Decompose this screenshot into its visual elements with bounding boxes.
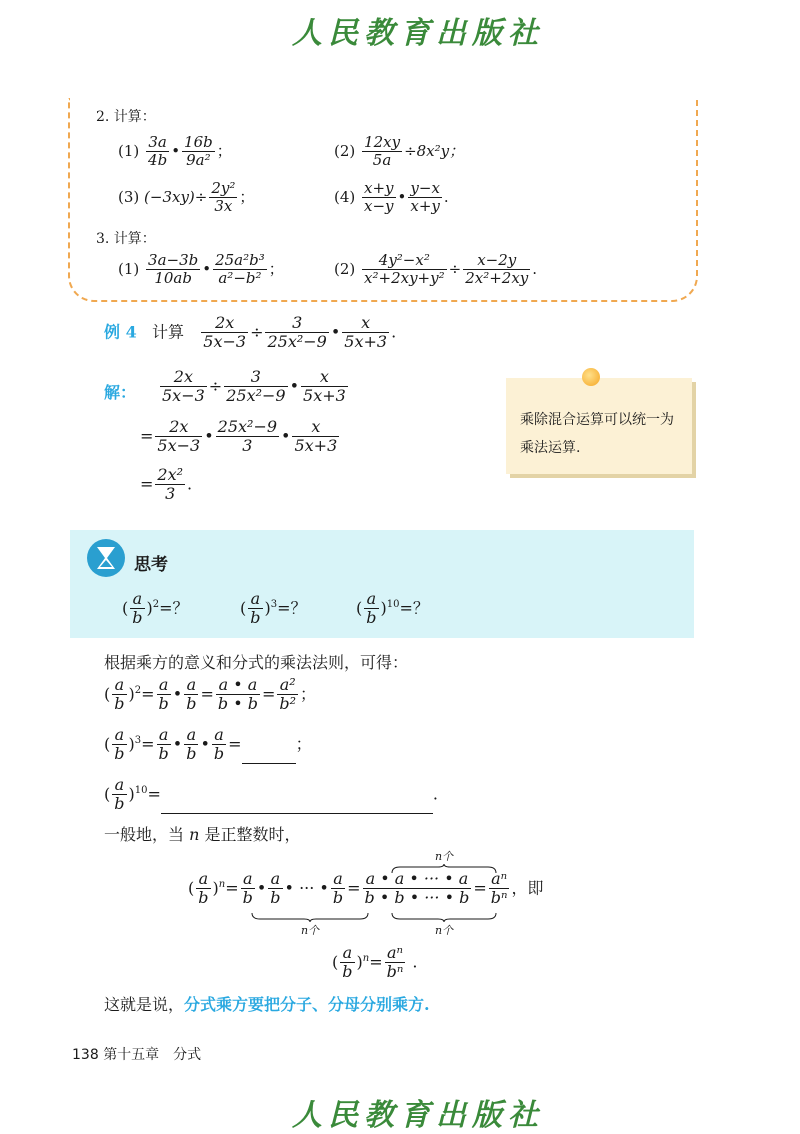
power-line-10: ( $\frac{a}{b}$ )$^{10}$= . [104, 775, 438, 814]
brace-bottom-right-label: n个 [390, 912, 498, 938]
power-line-2: ( $\frac{a}{b}$ )$^2$= $\frac{a}{b}$ • $\frac{a}{b}$ = $\frac{a • a}{b • b}$ = $\frac{\text{a²}}{\text{b²}}$ ； [104, 675, 317, 714]
q2-item-2: (2) $\frac{12xy}{5a}$ ÷8x²y； [334, 133, 465, 170]
example-4-heading: 例 4 计算 $\frac{2x}{5x-3}$ ÷ $\frac{3}{\text{25x²−9}}$ • $\frac{x}{5x+3}$ . [104, 313, 397, 352]
publisher-logo-bottom: 人民教育出版社 [292, 1098, 544, 1133]
q3-label: 3. 计算： [96, 231, 156, 247]
hourglass-icon [86, 538, 126, 582]
q2-label: 2. 计算： [96, 109, 156, 125]
think-item-2: ( $\frac{a}{b}$ )$^3$=？ [240, 589, 307, 628]
q2-item-1: (1) $\frac{3a}{4b}$ • $\frac{16b}{\text{9a²}}$ ； [118, 133, 232, 170]
publisher-logo-top: 人民教育出版社 [292, 16, 544, 51]
think-title: 思考 [134, 555, 168, 575]
conclusion-text: 这就是说，分式乘方要把分子、分母分别乘方. [104, 995, 430, 1014]
brace-bottom-left-label: n个 [250, 912, 370, 938]
general-formula: ( $\frac{a}{b}$ )$^n$= $\frac{a}{b}$ • $\frac{a}{b}$ • ··· • $\frac{a}{b}$ = $\frac{a • a • \cdot\cdot\cdot • a}{b • b • \cdot\cdot\cdot • b}$ = $\frac{\text{aⁿ}}{\text{bⁿ}}$ ，即 [188, 869, 544, 908]
answer-blank-2[interactable] [161, 793, 433, 814]
solution-line-2: = $\frac{2x}{5x-3}$ • $\frac{\text{25x²−9}}{3}$ • $\frac{x}{5x+3}$ [140, 417, 338, 456]
power-line-3: ( $\frac{a}{b}$ )$^3$= $\frac{a}{b}$ • $\frac{a}{b}$ • $\frac{a}{b}$ = ； [104, 725, 312, 764]
brace-top-label: n个 [390, 848, 498, 874]
q2-item-3: (3) (−3xy)÷ $\frac{\text{2y²}}{3x}$ ； [118, 179, 255, 216]
solution-label: 解： [104, 383, 137, 402]
answer-blank-1[interactable] [242, 743, 296, 764]
solution-line-1: $\frac{2x}{5x-3}$ ÷ $\frac{3}{\text{25x²−9}}$ • $\frac{x}{5x+3}$ [162, 367, 346, 406]
q3-item-2: (2) $\frac{\text{4y²−x²}}{\text{x²+2xy+y²}}$ ÷ $\frac{x-2y}{\text{2x²+2xy}}$ . [334, 251, 538, 288]
pin-icon [582, 368, 600, 386]
power-rule-formula: ( $\frac{a}{b}$ )$^n$= $\frac{\text{aⁿ}}{\text{bⁿ}}$ . [332, 943, 418, 982]
solution-line-3: = $\frac{\text{2x²}}{3}$ . [140, 465, 193, 504]
q3-item-1: (1) $\frac{3a-3b}{10ab}$ • $\frac{\text{25a²b³}}{\text{a²−b²}}$ ； [118, 251, 284, 288]
page-footer: 138 第十五章 分式 [72, 1047, 202, 1063]
general-text: 一般地，当 n 是正整数时， [104, 825, 301, 844]
intro-text: 根据乘方的意义和分式的乘法法则，可得： [104, 653, 409, 672]
side-note: 乘除混合运算可以统一为乘法运算. [506, 378, 692, 474]
think-item-3: ( $\frac{a}{b}$ )$^{10}$=？ [356, 589, 429, 628]
think-item-1: ( $\frac{a}{b}$ )$^2$=？ [122, 589, 189, 628]
q2-item-4: (4) $\frac{x+y}{x-y}$ • $\frac{y-x}{x+y}$ . [334, 179, 449, 216]
